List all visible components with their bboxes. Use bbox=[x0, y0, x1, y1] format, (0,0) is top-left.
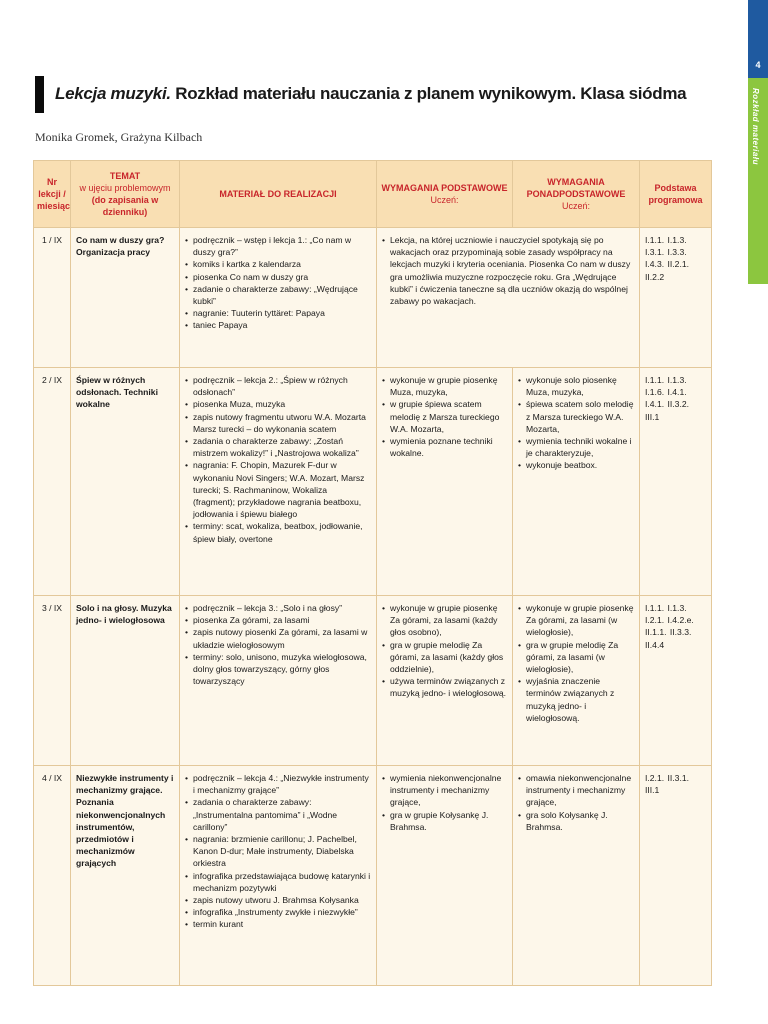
cell-material bbox=[180, 368, 377, 596]
side-tab bbox=[748, 0, 768, 1024]
table-row bbox=[34, 766, 712, 986]
cell-nr: 3 / IX bbox=[34, 596, 71, 766]
cell-material-list bbox=[185, 602, 371, 687]
col-ponadpodstawowe-sub: Uczeń: bbox=[561, 201, 590, 212]
col-temat-note: (do zapisania w dzienniku) bbox=[91, 195, 159, 218]
list-item: • gra w grupie Kołysankę J. Brahmsa. bbox=[390, 809, 507, 833]
list-item: • terminy: scat, wokaliza, beatbox, jodłowanie, śpiew biały, overtone bbox=[193, 520, 371, 544]
list-item: • podręcznik – lekcja 4.: „Niezwykłe instrumenty i mechanizmy grające” bbox=[193, 772, 371, 796]
col-temat-sub: w ujęciu problemowym bbox=[79, 182, 171, 193]
cell-ponadpodstawowe-list bbox=[518, 772, 634, 833]
list-item: • infografika przedstawiająca budowę katarynki i mechanizm pozytywki bbox=[193, 870, 371, 894]
cell-material bbox=[180, 228, 377, 368]
list-item: • podręcznik – wstęp i lekcja 1.: „Co nam w duszy gra?” bbox=[193, 234, 371, 258]
cell-podstawa: I.1.1. I.1.3. I.2.1. I.4.2.e. II.1.1. II.3.3. II.4.4 bbox=[640, 596, 712, 766]
list-item: • gra solo Kołysankę J. Brahmsa. bbox=[526, 809, 634, 833]
col-podstawa: Podstawa programowa bbox=[640, 161, 712, 228]
list-item: • komiks i kartka z kalendarza bbox=[193, 258, 371, 270]
list-item: • piosenka Za górami, za lasami bbox=[193, 614, 371, 626]
cell-podstawa: I.1.1. I.1.3. I.3.1. I.3.3. I.4.3. II.2.1. II.2.2 bbox=[640, 228, 712, 368]
list-item: • gra w grupie melodię Za górami, za lasami (w wielogłosie), bbox=[526, 639, 634, 676]
cell-nr: 2 / IX bbox=[34, 368, 71, 596]
list-item: • wykonuje w grupie piosenkę Za górami, za lasami (każdy głos osobno), bbox=[390, 602, 507, 639]
list-item: • zapis nutowy utworu J. Brahmsa Kołysanka bbox=[193, 894, 371, 906]
cell-podstawa: I.2.1. II.3.1. III.1 bbox=[640, 766, 712, 986]
table-row bbox=[34, 596, 712, 766]
cell-temat: Co nam w duszy gra? Organizacja pracy bbox=[71, 228, 180, 368]
page-title bbox=[55, 84, 686, 104]
cell-temat: Niezwykłe instrumenty i mechanizmy grające. Poznania niekonwencjonalnych instrumentów, przedmiotów i mechanizmów grających bbox=[71, 766, 180, 986]
cell-podstawowe-list bbox=[382, 602, 507, 700]
list-item: • Lekcja, na której uczniowie i nauczyciel spotykają się po wakacjach oraz przypominają sobie zasady współpracy na lekcjach muzyki i kryteria oceniania. Piosenka Co nam w duszy gra umożliwia muzyczne rozpoczęcie roku. Gra „Wędrujące kubki” i ćwiczenia taneczne są dla uczniów okazją do wspólnej zabawy po wakacjach. bbox=[390, 234, 634, 307]
cell-material-list bbox=[185, 374, 371, 545]
list-item: • zadanie o charakterze zabawy: „Wędrujące kubki” bbox=[193, 283, 371, 307]
list-item: • śpiewa scatem solo melodię z Marsza tureckiego W.A. Mozarta, bbox=[526, 398, 634, 435]
cell-podstawowe-list bbox=[382, 234, 634, 307]
list-item: • terminy: solo, unisono, muzyka wielogłosowa, dolny głos towarzyszący, górny głos towarzyszący bbox=[193, 651, 371, 688]
list-item: • nagranie: Tuuterin tyttäret: Papaya bbox=[193, 307, 371, 319]
list-item: • nagrania: brzmienie carillonu; J. Pachelbel, Kanon D-dur; Małe instrumenty, Diabelska orkiestra bbox=[193, 833, 371, 870]
list-item: • piosenka Co nam w duszy gra bbox=[193, 271, 371, 283]
col-ponadpodstawowe bbox=[513, 161, 640, 228]
list-item: • wykonuje w grupie piosenkę Za górami, za lasami (w wielogłosie), bbox=[526, 602, 634, 639]
col-podstawowe bbox=[377, 161, 513, 228]
col-podstawowe-title: WYMAGANIA PODSTAWOWE bbox=[381, 182, 508, 193]
cell-temat: Śpiew w różnych odsłonach. Techniki wokalne bbox=[71, 368, 180, 596]
col-temat bbox=[71, 161, 180, 228]
list-item: • omawia niekonwencjonalne instrumenty i mechanizmy grające, bbox=[526, 772, 634, 809]
cell-podstawowe bbox=[377, 596, 513, 766]
col-ponadpodstawowe-title: WYMAGANIA PONADPODSTAWOWE bbox=[526, 176, 626, 199]
curriculum-table bbox=[33, 160, 712, 986]
list-item: • podręcznik – lekcja 3.: „Solo i na głosy” bbox=[193, 602, 371, 614]
title-rest: Rozkład materiału nauczania z planem wynikowym. Klasa siódma bbox=[170, 84, 687, 103]
list-item: • podręcznik – lekcja 2.: „Śpiew w różnych odsłonach” bbox=[193, 374, 371, 398]
cell-ponadpodstawowe bbox=[513, 368, 640, 596]
list-item: • wymienia techniki wokalne i je charakteryzuje, bbox=[526, 435, 634, 459]
list-item: • taniec Papaya bbox=[193, 319, 371, 331]
cell-podstawowe bbox=[377, 368, 513, 596]
title-italic: Lekcja muzyki. bbox=[55, 84, 171, 103]
side-tab-label: Rozkład materiału bbox=[751, 88, 760, 165]
list-item: • wykonuje solo piosenkę Muza, muzyka, bbox=[526, 374, 634, 398]
cell-podstawowe-list bbox=[382, 772, 507, 833]
list-item: • wykonuje w grupie piosenkę Muza, muzyka, bbox=[390, 374, 507, 398]
col-material: MATERIAŁ DO REALIZACJI bbox=[180, 161, 377, 228]
cell-ponadpodstawowe-list bbox=[518, 602, 634, 724]
list-item: • zapis nutowy piosenki Za górami, za lasami w układzie wielogłosowym bbox=[193, 626, 371, 650]
cell-nr: 1 / IX bbox=[34, 228, 71, 368]
cell-podstawowe bbox=[377, 228, 640, 368]
list-item: • wykonuje beatbox. bbox=[526, 459, 634, 471]
list-item: • zadania o charakterze zabawy: „Zostań mistrzem wokalizy!” i „Nastrojowa wokaliza” bbox=[193, 435, 371, 459]
cell-material-list bbox=[185, 234, 371, 332]
cell-material bbox=[180, 766, 377, 986]
cell-ponadpodstawowe bbox=[513, 596, 640, 766]
cell-podstawowe bbox=[377, 766, 513, 986]
cell-material bbox=[180, 596, 377, 766]
list-item: • wyjaśnia znaczenie terminów związanych z muzyką jedno- i wielogłosową. bbox=[526, 675, 634, 724]
list-item: • nagrania: F. Chopin, Mazurek F-dur w wykonaniu Novi Singers; W.A. Mozart, Marsz turecki; S. Rachmaninow, Wokaliza (fragment); przykładowe nagrania beatboxu, jodłowania i śpiewu białego bbox=[193, 459, 371, 520]
title-bar-mark bbox=[35, 76, 44, 113]
cell-temat: Solo i na głosy. Muzyka jedno- i wielogłosowa bbox=[71, 596, 180, 766]
table-header-row bbox=[34, 161, 712, 228]
cell-podstawa: I.1.1. I.1.3. I.1.6. I.4.1. I.4.1. II.3.2. III.1 bbox=[640, 368, 712, 596]
list-item: • zapis nutowy fragmentu utworu W.A. Mozarta Marsz turecki – do wykonania scatem bbox=[193, 411, 371, 435]
col-temat-title: TEMAT bbox=[109, 170, 141, 181]
list-item: • używa terminów związanych z muzyką jedno- i wielogłosową. bbox=[390, 675, 507, 699]
page-section-number: 4 bbox=[755, 60, 761, 70]
cell-material-list bbox=[185, 772, 371, 931]
list-item: • termin kurant bbox=[193, 918, 371, 930]
table-row bbox=[34, 368, 712, 596]
list-item: • w grupie śpiewa scatem melodię z Marsza tureckiego W.A. Mozarta, bbox=[390, 398, 507, 435]
cell-podstawowe-list bbox=[382, 374, 507, 459]
table-row bbox=[34, 228, 712, 368]
col-podstawowe-sub: Uczeń: bbox=[430, 195, 459, 205]
col-nr: Nr lekcji / miesiąc bbox=[34, 161, 71, 228]
list-item: • zadania o charakterze zabawy: „Instrumentalna pantomima” i „Wodne carillony” bbox=[193, 796, 371, 833]
cell-ponadpodstawowe-list bbox=[518, 374, 634, 472]
list-item: • wymienia poznane techniki wokalne. bbox=[390, 435, 507, 459]
list-item: • wymienia niekonwencjonalne instrumenty i mechanizmy grające, bbox=[390, 772, 507, 809]
cell-nr: 4 / IX bbox=[34, 766, 71, 986]
list-item: • infografika „Instrumenty zwykłe i niezwykłe” bbox=[193, 906, 371, 918]
list-item: • gra w grupie melodię Za górami, za lasami (każdy głos oddzielnie), bbox=[390, 639, 507, 676]
cell-ponadpodstawowe bbox=[513, 766, 640, 986]
authors: Monika Gromek, Grażyna Kilbach bbox=[35, 130, 203, 144]
list-item: • piosenka Muza, muzyka bbox=[193, 398, 371, 410]
